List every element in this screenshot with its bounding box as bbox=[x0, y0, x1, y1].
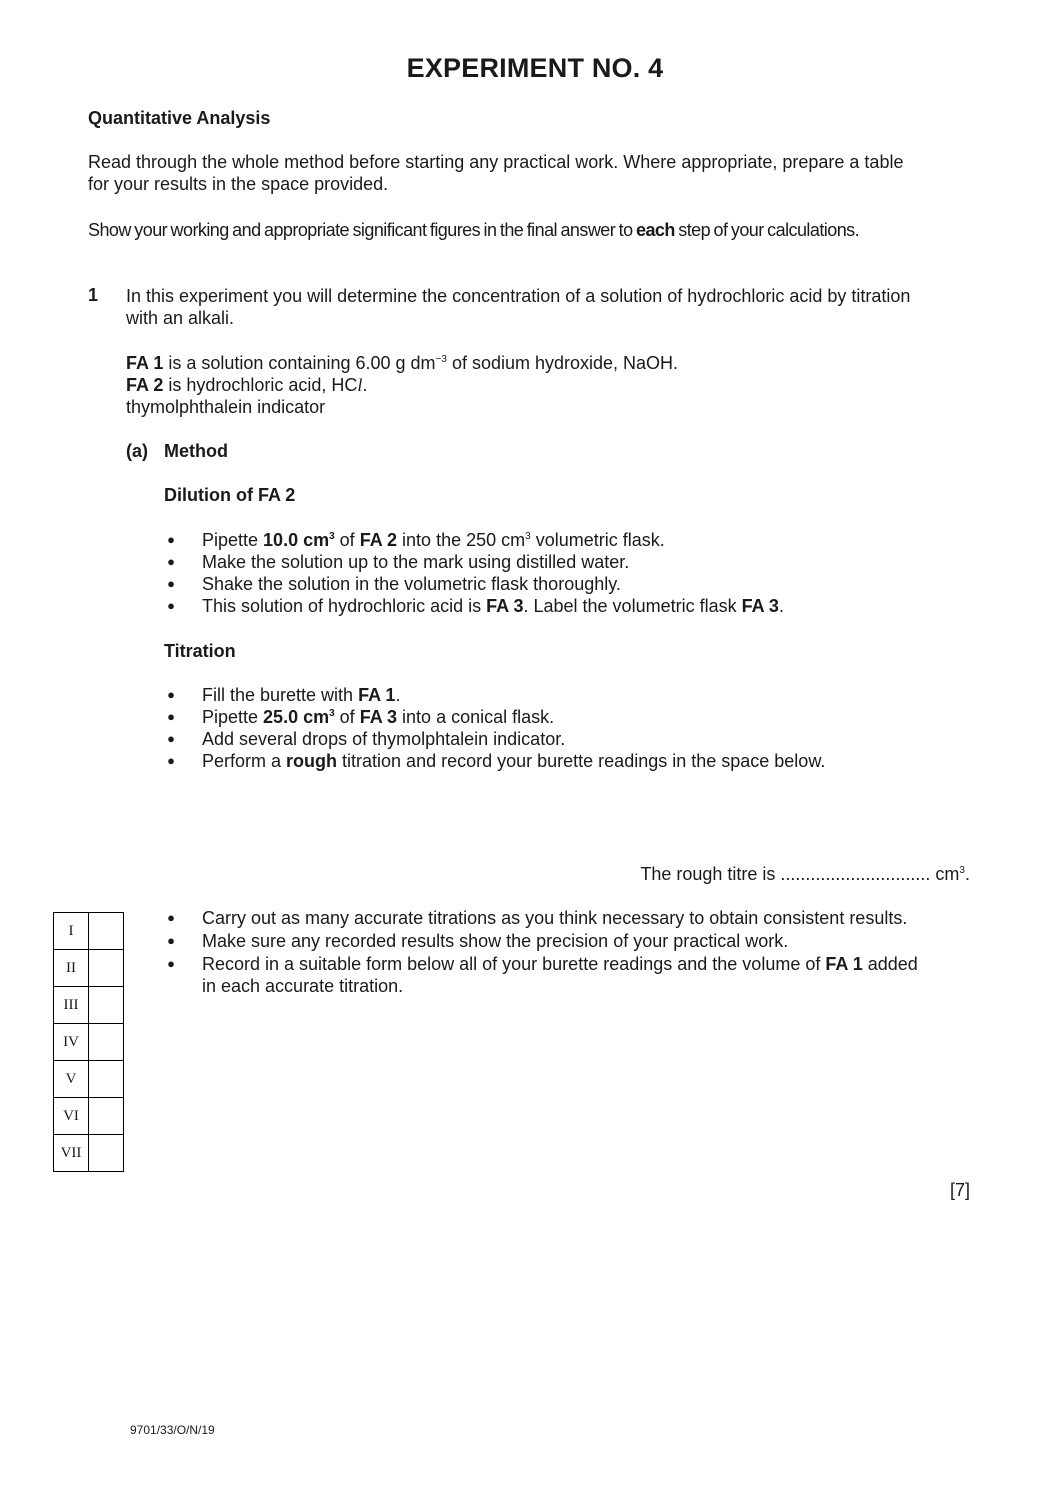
mark-box-label: III bbox=[54, 987, 89, 1024]
mark-box-row bbox=[54, 950, 124, 987]
text-run: . bbox=[395, 685, 401, 705]
mark-box-row bbox=[54, 1098, 124, 1135]
accurate-bullet-2 bbox=[164, 930, 994, 952]
text-run: Pipette bbox=[202, 707, 264, 727]
titration-bullet-1 bbox=[164, 684, 984, 706]
dilution-heading: Dilution of FA 2 bbox=[164, 485, 296, 505]
accurate-bullet-2-text: Make sure any recorded results show the precision of your practical work. bbox=[202, 931, 789, 951]
text-run-bold: FA 3 bbox=[741, 596, 779, 616]
fa1-text: is a solution containing 6.00 g dm bbox=[163, 353, 436, 373]
fa2-label: FA 2 bbox=[126, 375, 164, 395]
part-a-label: (a) bbox=[126, 441, 148, 461]
bullet-icon: ● bbox=[167, 709, 175, 724]
text-run: . bbox=[964, 864, 970, 884]
titration-bullets bbox=[164, 684, 984, 772]
text-run: into the 250 cm bbox=[397, 530, 526, 550]
mark-box-row bbox=[54, 913, 124, 950]
bullet-icon: ● bbox=[167, 956, 175, 971]
mark-box-row bbox=[54, 1024, 124, 1061]
titration-bullet-1-text bbox=[202, 684, 400, 706]
mark-box-row bbox=[54, 1135, 124, 1172]
rough-titre-prefix: The rough titre is bbox=[640, 864, 781, 884]
mark-box-table bbox=[53, 912, 124, 1172]
text-run: of bbox=[334, 707, 360, 727]
intro-para2-suffix: step of your calculations. bbox=[674, 220, 860, 240]
titration-heading: Titration bbox=[164, 641, 236, 661]
fa2-text: is hydrochloric acid, HC bbox=[163, 375, 358, 395]
titration-bullet-4-text bbox=[202, 750, 825, 772]
marks-allocation: [7] bbox=[949, 1180, 970, 1200]
fa1-sup: −3 bbox=[435, 354, 447, 365]
text-run-bold: rough bbox=[286, 751, 338, 771]
superscript: 3 bbox=[525, 531, 531, 542]
accurate-bullet-3 bbox=[164, 953, 994, 997]
bullet-icon: ● bbox=[167, 933, 175, 948]
dilution-bullet-2-text: Make the solution up to the mark using distilled water. bbox=[202, 552, 630, 572]
text-run: Pipette bbox=[202, 530, 264, 550]
mark-box bbox=[89, 913, 124, 950]
text-run: into a conical flask. bbox=[397, 707, 555, 727]
text-run: Fill the burette with bbox=[202, 685, 359, 705]
titration-bullet-2-text bbox=[202, 706, 554, 728]
accurate-bullet-3-text bbox=[202, 953, 918, 997]
mark-box bbox=[89, 1098, 124, 1135]
reagent-fa1 bbox=[126, 352, 986, 374]
dilution-bullet-1 bbox=[164, 529, 984, 551]
rough-titre-line bbox=[640, 863, 970, 885]
text-run: of bbox=[334, 530, 360, 550]
superscript: 3 bbox=[329, 708, 335, 719]
text-run-bold: 25.0 cm bbox=[263, 707, 330, 727]
text-run: . Label the volumetric flask bbox=[523, 596, 742, 616]
bullet-icon: ● bbox=[167, 731, 175, 746]
mark-box-row bbox=[54, 987, 124, 1024]
accurate-bullet-1 bbox=[164, 907, 994, 929]
dilution-bullet-3 bbox=[164, 573, 984, 595]
intro-line-2: for your results in the space provided. bbox=[88, 174, 389, 194]
mark-box-label: I bbox=[54, 913, 89, 950]
rough-titre-answer-blank[interactable]: .............................. bbox=[780, 864, 931, 884]
bullet-icon: ● bbox=[167, 576, 175, 591]
superscript: 3 bbox=[959, 865, 965, 876]
accurate-bullets bbox=[164, 907, 994, 997]
intro-paragraph-2 bbox=[88, 219, 988, 241]
mark-box bbox=[89, 950, 124, 987]
text-run: titration and record your burette readings in the space below. bbox=[337, 751, 826, 771]
mark-box-label: II bbox=[54, 950, 89, 987]
fa1-label: FA 1 bbox=[126, 353, 164, 373]
reagent-fa2 bbox=[126, 374, 986, 396]
text-run: Perform a bbox=[202, 751, 287, 771]
rough-titre-unit: cm bbox=[930, 864, 960, 884]
dilution-bullet-2 bbox=[164, 551, 984, 573]
titration-bullet-3 bbox=[164, 728, 984, 750]
dilution-bullet-1-text bbox=[202, 529, 665, 551]
fa2-ital: l bbox=[357, 375, 363, 395]
bullet-icon: ● bbox=[167, 753, 175, 768]
bullet-icon: ● bbox=[167, 554, 175, 569]
dilution-bullet-4 bbox=[164, 595, 984, 617]
reagent-indicator: thymolphthalein indicator bbox=[126, 397, 326, 417]
footer-code: 9701/33/O/N/19 bbox=[130, 1423, 215, 1437]
mark-box-label: VI bbox=[54, 1098, 89, 1135]
intro-para2-bold: each bbox=[635, 220, 675, 240]
mark-box-label: VII bbox=[54, 1135, 89, 1172]
accurate-bullet-3-line-1 bbox=[202, 954, 918, 974]
section-heading: Quantitative Analysis bbox=[88, 108, 271, 128]
bullet-icon: ● bbox=[167, 687, 175, 702]
dilution-bullet-3-text: Shake the solution in the volumetric flask thoroughly. bbox=[202, 574, 621, 594]
part-a-heading: Method bbox=[164, 441, 228, 461]
fa2-suffix: . bbox=[362, 375, 368, 395]
mark-box-row bbox=[54, 1061, 124, 1098]
text-run: This solution of hydrochloric acid is bbox=[202, 596, 487, 616]
accurate-bullet-3-line-2: in each accurate titration. bbox=[202, 976, 404, 996]
dilution-bullet-4-text bbox=[202, 595, 784, 617]
text-run-bold: FA 1 bbox=[825, 954, 863, 974]
intro-para2-prefix: Show your working and appropriate significant figures in the final answer to bbox=[88, 220, 636, 240]
text-run-bold: FA 3 bbox=[486, 596, 524, 616]
text-run: added bbox=[862, 954, 918, 974]
mark-box bbox=[89, 1024, 124, 1061]
question-line-1: In this experiment you will determine the concentration of a solution of hydrochloric acid by titration bbox=[126, 286, 911, 306]
mark-box-label: IV bbox=[54, 1024, 89, 1061]
question-line-2: with an alkali. bbox=[126, 308, 235, 328]
bullet-icon: ● bbox=[167, 910, 175, 925]
mark-box bbox=[89, 1135, 124, 1172]
text-run-bold: 10.0 cm bbox=[263, 530, 330, 550]
page-title: EXPERIMENT NO. 4 bbox=[406, 53, 664, 83]
titration-bullet-3-text: Add several drops of thymolphtalein indicator. bbox=[202, 729, 566, 749]
accurate-bullet-1-text: Carry out as many accurate titrations as you think necessary to obtain consistent results. bbox=[202, 908, 908, 928]
mark-box-label: V bbox=[54, 1061, 89, 1098]
question-text bbox=[126, 285, 986, 329]
text-run: Record in a suitable form below all of your burette readings and the volume of bbox=[202, 954, 826, 974]
reagent-list bbox=[126, 352, 986, 418]
text-run-bold: FA 3 bbox=[359, 707, 398, 727]
mark-box bbox=[89, 1061, 124, 1098]
text-run: . bbox=[778, 596, 784, 616]
intro-paragraph-1 bbox=[88, 151, 988, 195]
titration-bullet-4 bbox=[164, 750, 984, 772]
mark-box bbox=[89, 987, 124, 1024]
dilution-bullets bbox=[164, 529, 984, 617]
fa1-suffix: of sodium hydroxide, NaOH. bbox=[446, 353, 679, 373]
question-number: 1 bbox=[88, 285, 99, 305]
text-run-bold: FA 1 bbox=[358, 685, 396, 705]
titration-bullet-2 bbox=[164, 706, 984, 728]
text-run-bold: FA 2 bbox=[359, 530, 398, 550]
intro-line-1: Read through the whole method before starting any practical work. Where appropriate, prepare a table bbox=[88, 152, 904, 172]
text-run: volumetric flask. bbox=[530, 530, 665, 550]
bullet-icon: ● bbox=[167, 598, 175, 613]
bullet-icon: ● bbox=[167, 532, 175, 547]
superscript: 3 bbox=[329, 531, 335, 542]
